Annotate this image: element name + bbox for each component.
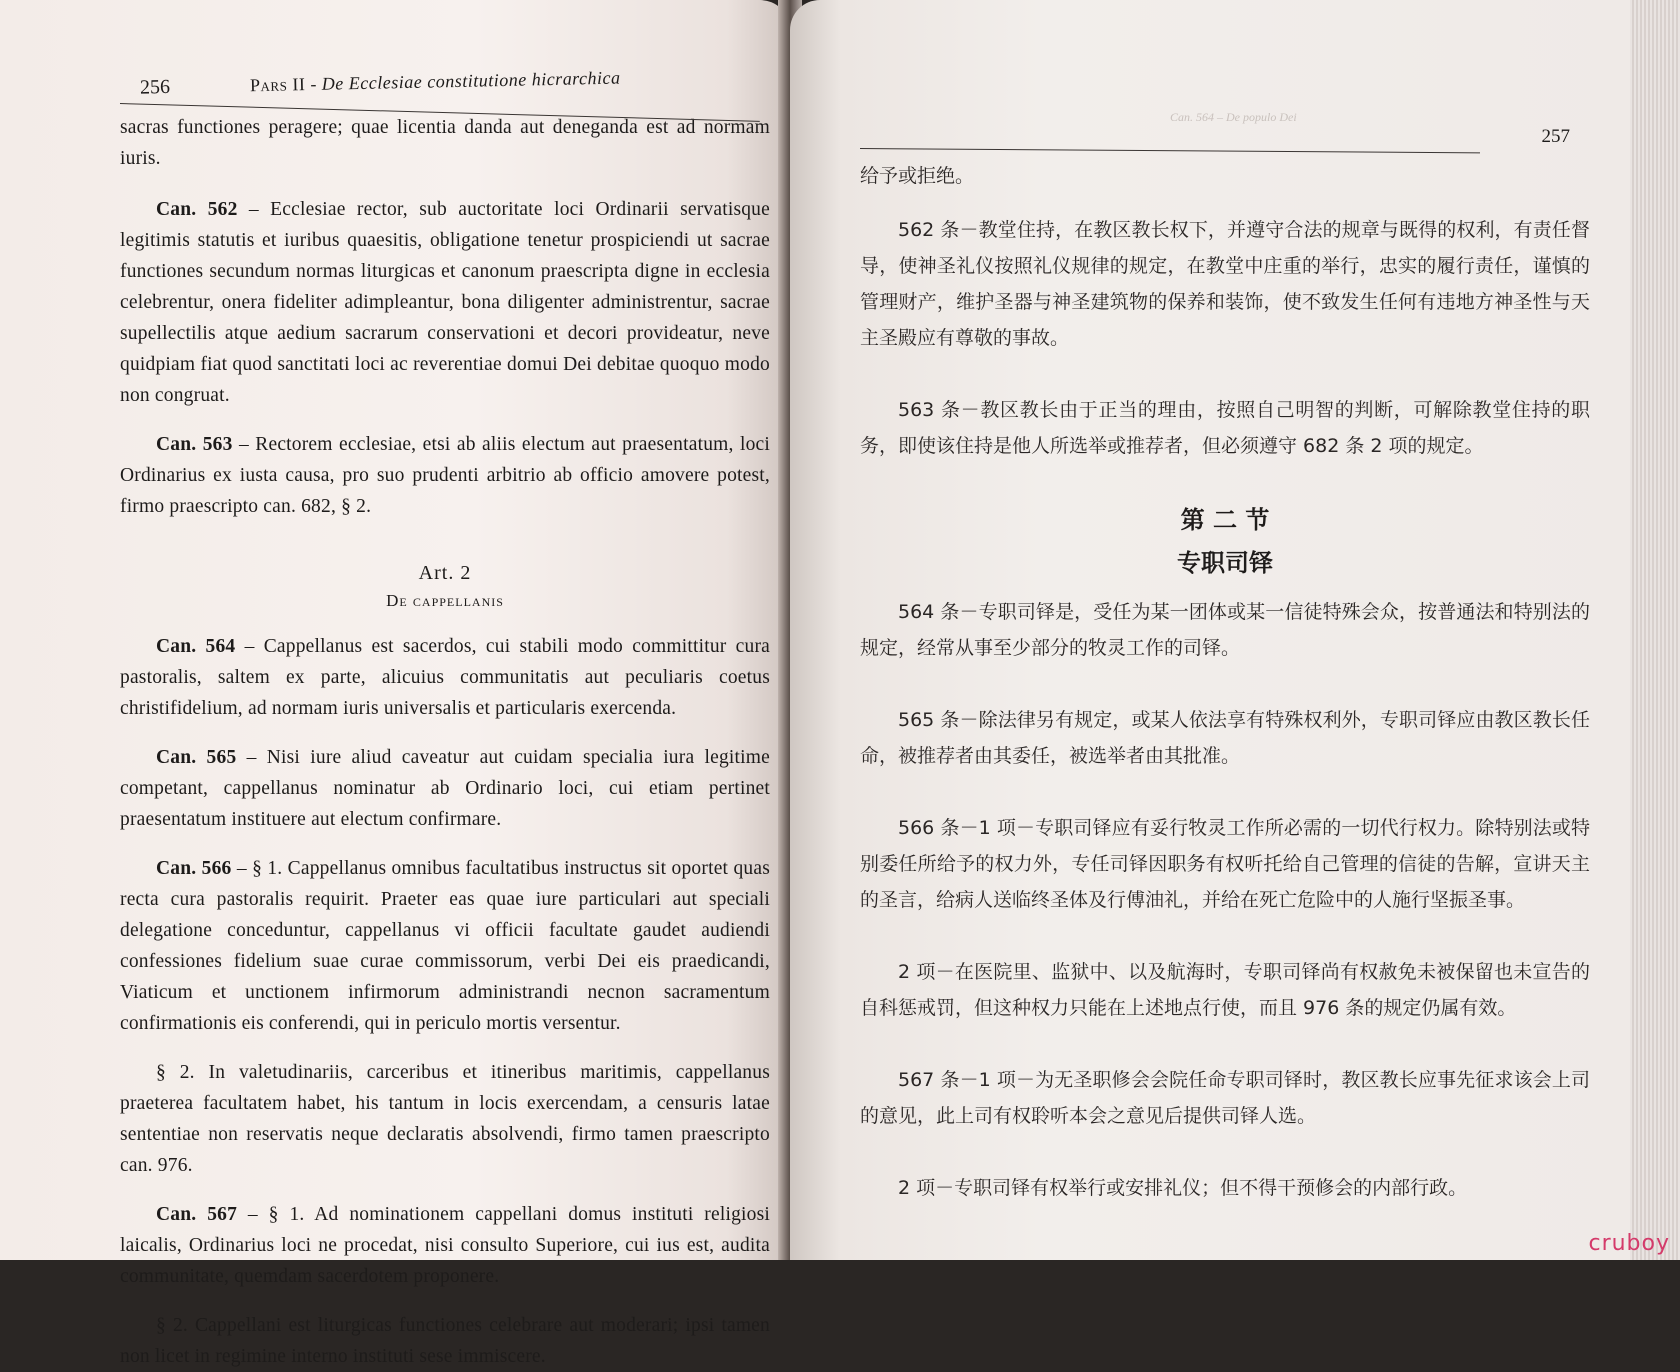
latin-paragraph bbox=[120, 112, 770, 174]
left-header-title bbox=[250, 68, 621, 97]
latin-text: – Nisi iure aliud caveatur aut cuidam specialia iura legitime competant, cappellanus nominatur ab Ordinario loci, cui etiam pertinet praesentatum instituere aut electum confirmare. bbox=[120, 747, 771, 830]
latin-paragraph bbox=[120, 1057, 770, 1181]
header-title-text: - De Ecclesiae constitutione hicrarchica bbox=[305, 67, 621, 95]
latin-paragraph bbox=[120, 194, 770, 411]
chinese-canons-block-2 bbox=[860, 594, 1590, 1206]
latin-text: § 2. In valetudinariis, carceribus et itineribus maritimis, cappellanus praeterea facultatem habet, his tantum in locis exercendam, a censuris latae sententiae non reservatis neque declaratis absolvendi, firmo tamen praescripto can. 976. bbox=[120, 1062, 770, 1176]
chinese-paragraph: 565 条－除法律另有规定，或某人依法享有特殊权利外，专职司铎应由教区教长任命，被推荐者由其委任，被选举者由其批准。 bbox=[860, 709, 1590, 767]
latin-paragraph bbox=[120, 853, 770, 1039]
latin-text: § 2. Cappellani est liturgicas functiones celebrare aut moderari; ipsi tamen non licet in regimine interno instituti sese immiscere. bbox=[120, 1315, 770, 1367]
article-subtitle: De cappellanis bbox=[386, 591, 504, 610]
latin-paragraph bbox=[120, 429, 770, 522]
canon-number: Can. 564 bbox=[156, 636, 236, 657]
canon-number: Can. 562 bbox=[156, 199, 238, 220]
page-stack-edge bbox=[1630, 0, 1680, 1260]
faint-show-through-header: Can. 564 – De populo Dei bbox=[1170, 110, 1297, 124]
canon-number: Can. 567 bbox=[156, 1204, 238, 1225]
latin-text: – § 1. Ad nominationem cappellani domus instituti religiosi laicalis, Ordinarius loci ne procedat, nisi consulto Superiore, cui ius est, audita communitate, quemdam sacerdotem proponere. bbox=[120, 1204, 770, 1287]
chinese-paragraph: 564 条－专职司铎是，受任为某一团体或某一信徒特殊会众，按普通法和特别法的规定，经常从事至少部分的牧灵工作的司铎。 bbox=[860, 601, 1590, 659]
left-page-number: 256 bbox=[139, 75, 171, 99]
latin-paragraph bbox=[120, 631, 770, 724]
right-page-number: 257 bbox=[1541, 126, 1570, 147]
latin-paragraph bbox=[120, 1199, 770, 1292]
latin-text: – § 1. Cappellanus omnibus facultatibus instructus sit oportet quas recta cura pastoralis requirit. Praeter eas quae iure particulari aut speciali delegatione conceduntur, cappellanus vi officii facultate gaudet audiendi confessiones fidelium suae curae commissorum, verbi Dei eis praedicandi, Viaticum et unctionem infirmorum administrandi necnon sacramentum confirmationis eis conferendi, qui in periculo mortis versentur. bbox=[120, 858, 771, 1034]
latin-canons-block-1 bbox=[120, 112, 770, 522]
canon-number: Can. 566 bbox=[156, 858, 232, 879]
latin-text: sacras functiones peragere; quae licentia danda aut deneganda est ad normam iuris. bbox=[120, 117, 770, 169]
chinese-paragraph: 2 项－专职司铎有权举行或安排礼仪；但不得干预修会的内部行政。 bbox=[898, 1177, 1468, 1199]
left-running-header bbox=[140, 63, 770, 99]
chinese-paragraph: 562 条－教堂住持，在教区教长权下，并遵守合法的规章与既得的权利，有责任督导，使神圣礼仪按照礼仪规律的规定，在教堂中庄重的举行，忠实的履行责任，谨慎的管理财产，维护圣器与神圣建筑物的保养和装饰，使不致发生任何有违地方神圣性与天主圣殿应有尊敬的事故。 bbox=[860, 219, 1590, 349]
latin-text: – Ecclesiae rector, sub auctoritate loci Ordinarii servatisque legitimis statutis et iuribus quaesitis, obligatione tenetur prospiciendi ut sacrae functiones secundum normas liturgicas et canonum praescripta digne in ecclesia celebrentur, onera fideliter adimpleantur, bona diligenter administrentur, sacrae supellectilis atque aedium sacrarum conservationi et decori provideatur, neve quidpiam fiat quod sanctitati loci ac reverentiae domui Dei debitae quoquo modo non congruat. bbox=[120, 199, 770, 406]
latin-text: – Rectorem ecclesiae, etsi ab aliis electum aut praesentatum, loci Ordinarius ex iusta causa, pro suo prudenti arbitrio ab officio amovere potest, firmo praescripto can. 682, § 2. bbox=[120, 434, 770, 517]
section-title: 第 二 节 bbox=[1180, 506, 1270, 534]
right-page bbox=[790, 0, 1630, 1260]
chinese-paragraph: 566 条－1 项－专职司铎应有妥行牧灵工作所必需的一切代行权力。除特别法或特别委任所给予的权力外，专任司铎因职务有权听托给自己管理的信徒的告解，宣讲天主的圣言，给病人送临终圣体及行傅油礼，并给在死亡危险中的人施行坚振圣事。 bbox=[860, 817, 1590, 911]
article-title: Art. 2 bbox=[418, 562, 472, 584]
canon-number: Can. 563 bbox=[156, 434, 233, 455]
watermark: cruboy bbox=[1588, 1231, 1670, 1256]
latin-paragraph bbox=[120, 1310, 770, 1372]
left-page bbox=[0, 0, 790, 1367]
section-subtitle: 专职司铎 bbox=[1177, 549, 1273, 577]
chinese-canons-block-1 bbox=[860, 212, 1590, 464]
chinese-continuation-line: 给予或拒绝。 bbox=[860, 165, 975, 187]
header-pars: Pars II bbox=[249, 74, 306, 96]
chinese-paragraph: 563 条－教区教长由于正当的理由，按照自己明智的判断，可解除教堂住持的职务，即使该住持是他人所选举或推荐者，但必须遵守 682 条 2 项的规定。 bbox=[860, 399, 1590, 457]
latin-canons-block-2 bbox=[120, 631, 770, 1372]
chinese-paragraph: 567 条－1 项－为无圣职修会会院任命专职司铎时，教区教长应事先征求该会上司的意见，此上司有权聆听本会之意见后提供司铎人选。 bbox=[860, 1069, 1590, 1127]
canon-number: Can. 565 bbox=[156, 747, 237, 768]
right-header-rule bbox=[860, 148, 1480, 153]
latin-text: – Cappellanus est sacerdos, cui stabili modo committitur cura pastoralis, saltem ex parte, alicuius communitatis aut peculiaris coetus christifidelium, ad normam iuris universalis et particularis exercenda. bbox=[120, 636, 770, 719]
chinese-paragraph: 2 项－在医院里、监狱中、以及航海时，专职司铎尚有权赦免未被保留也未宣告的自科惩戒罚，但这种权力只能在上述地点行使，而且 976 条的规定仍属有效。 bbox=[860, 961, 1590, 1019]
latin-paragraph bbox=[120, 742, 770, 835]
